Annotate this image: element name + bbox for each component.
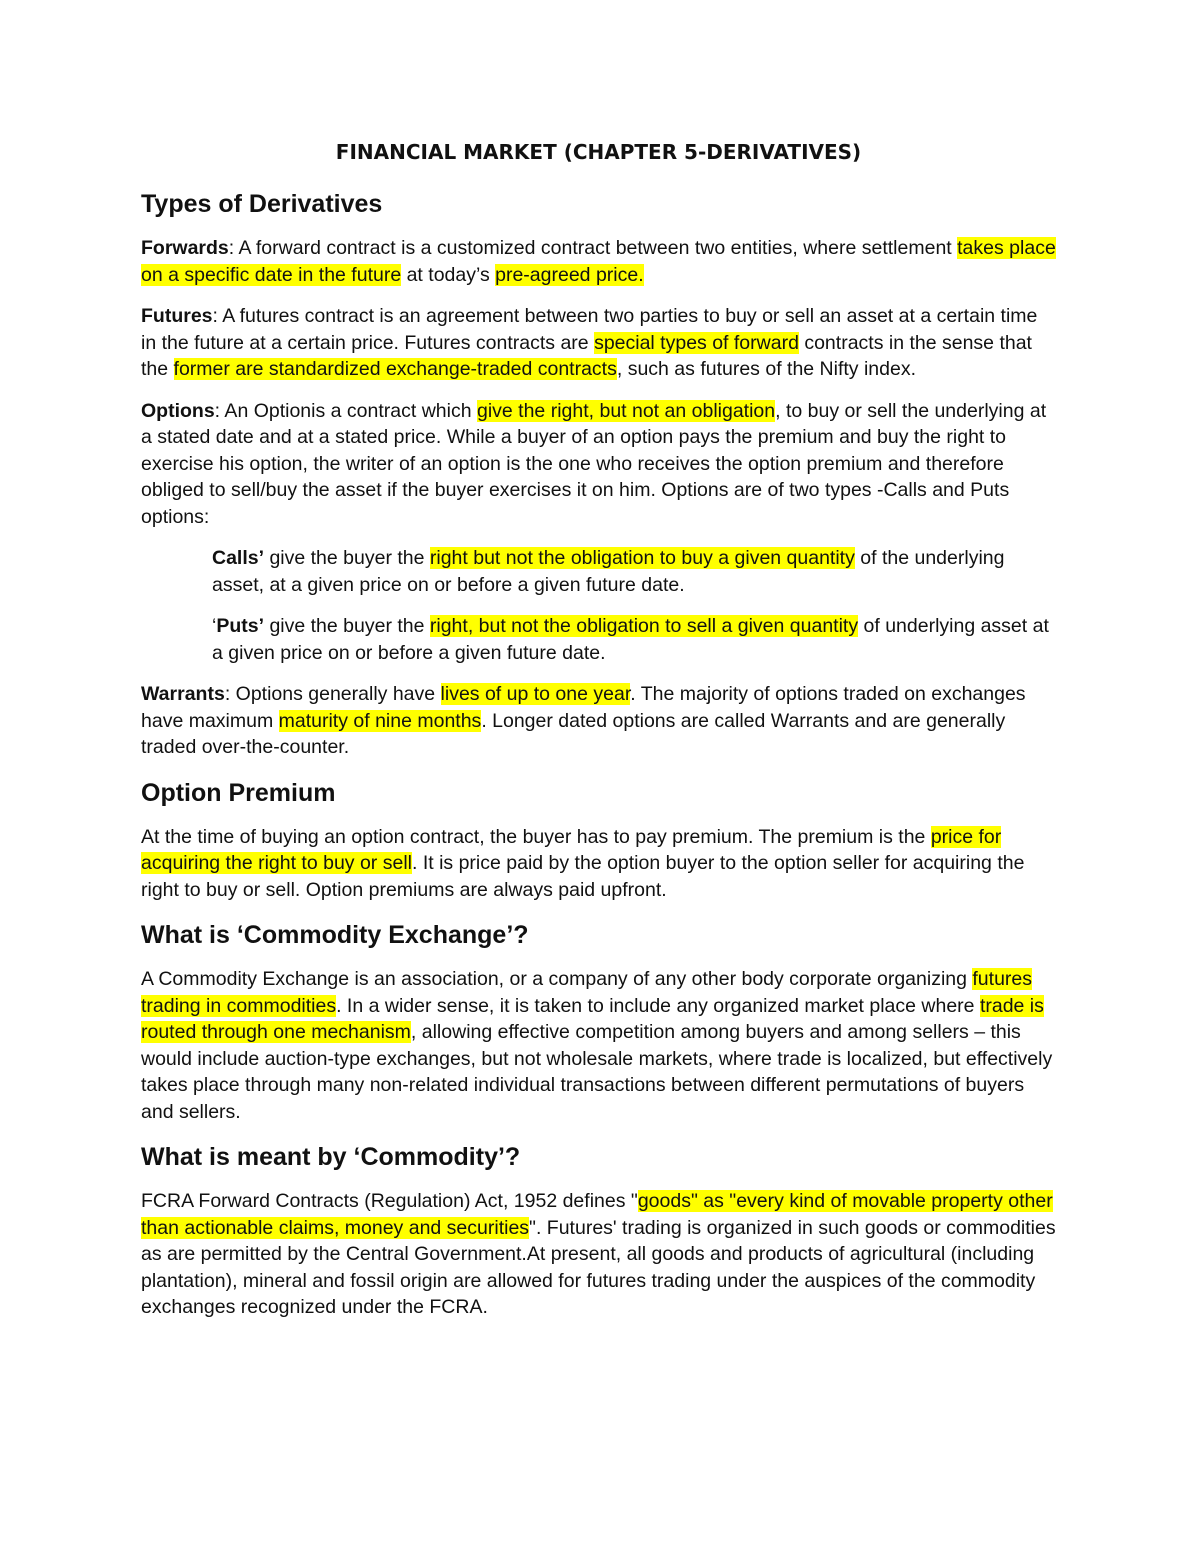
heading-commodity-exchange: What is ‘Commodity Exchange’? <box>141 921 529 949</box>
document-title: FINANCIAL MARKET (CHAPTER 5-DERIVATIVES) <box>335 140 862 164</box>
highlight: pre-agreed price. <box>495 263 644 286</box>
highlight: maturity of nine months <box>278 709 482 732</box>
heading-option-premium: Option Premium <box>141 778 336 807</box>
heading-commodity: What is meant by ‘Commodity’? <box>141 1143 521 1171</box>
paragraph-commodity-exchange: A Commodity Exchange is an association, or a company of any other body corporate organizing futures trading in commodities. In a wider sense, it is taken to include any organized market place where trade is routed through one mechanism, allowing effective competition among buyers and among sellers – this would include auction-type exchanges, but not wholesale markets, where trade is localized, but effectively takes place through many non-related individual transactions between different permutations of buyers and sellers. <box>141 968 1053 1123</box>
paragraph-futures: Futures: A futures contract is an agreement between two parties to buy or sell an asset at a certain time in the future at a certain price. Futures contracts are special types of forward contracts in the sense that the former are standardized exchange-traded contracts, such as futures of the Nifty index. <box>141 305 1038 380</box>
paragraph-option-premium: At the time of buying an option contract, the buyer has to pay premium. The premium is the price for acquiring the right to buy or sell. It is price paid by the option buyer to the option seller for acquiring the right to buy or sell. Option premiums are always paid upfront. <box>141 825 1025 901</box>
paragraph-commodity: FCRA Forward Contracts (Regulation) Act, 1952 defines "goods" as "every kind of movable property other than actionable claims, money and securities". Futures' trading is organized in such goods or commodities as are permitted by the Central Government.At present, all goods and products of agricultural (including plantation), mineral and fossil origin are allowed for futures trading under the auspices of the commodity exchanges recognized under the FCRA. <box>141 1190 1056 1318</box>
highlight: lives of up to one year <box>440 683 631 705</box>
highlight: takes place on a specific date in the future <box>141 237 1056 286</box>
highlight: right, but not the obligation to sell a given quantity <box>429 615 859 637</box>
highlight: goods" as "every kind of movable property other than actionable claims, money and securities <box>141 1190 1053 1239</box>
paragraph-forwards: Forwards: A forward contract is a customized contract between two entities, where settlement takes place on a specific date in the future at today’s pre-agreed price. <box>141 237 1056 286</box>
term-forwards: Forwards <box>141 237 229 259</box>
heading-types-of-derivatives: Types of Derivatives <box>141 190 383 218</box>
highlight: give the right, but not an obligation <box>476 399 776 422</box>
paragraph-calls: Calls’ give the buyer the right but not the obligation to buy a given quantity of the underlying asset, at a given price on or before a given future date. <box>212 547 1005 596</box>
highlight: former are standardized exchange-traded contracts <box>173 358 617 380</box>
paragraph-warrants: Warrants: Options generally have lives of up to one year. The majority of options traded on exchanges have maximum maturity of nine months. Longer dated options are called Warrants and are generally traded over-the-counter. <box>141 683 1026 758</box>
highlight: price for acquiring the right to buy or sell <box>141 825 1002 874</box>
term-futures: Futures <box>141 305 213 327</box>
highlight: futures trading in commodities <box>141 968 1033 1017</box>
term-options: Options <box>141 399 215 422</box>
highlight: trade is routed through one mechanism <box>141 994 1044 1043</box>
highlight: special types of forward <box>594 331 799 354</box>
term-warrants: Warrants <box>141 683 225 705</box>
paragraph-options: Options: An Optionis a contract which give the right, but not an obligation, to buy or sell the underlying at a stated date and at a stated price. While a buyer of an option pays the premium and buy the right to exercise his option, the writer of an option is the one who receives the option premium and therefore obliged to sell/buy the asset if the buyer exercises it on him. Options are of two types -Calls and Puts options: <box>141 399 1047 528</box>
term-calls: Calls’ <box>212 547 265 569</box>
paragraph-puts: ‘Puts’ give the buyer the right, but not the obligation to sell a given quantity of underlying asset at a given price on or before a given future date. <box>212 615 1049 664</box>
term-puts: Puts’ <box>216 615 265 637</box>
highlight: right but not the obligation to buy a given quantity <box>429 547 855 569</box>
document-page <box>141 140 1056 1336</box>
